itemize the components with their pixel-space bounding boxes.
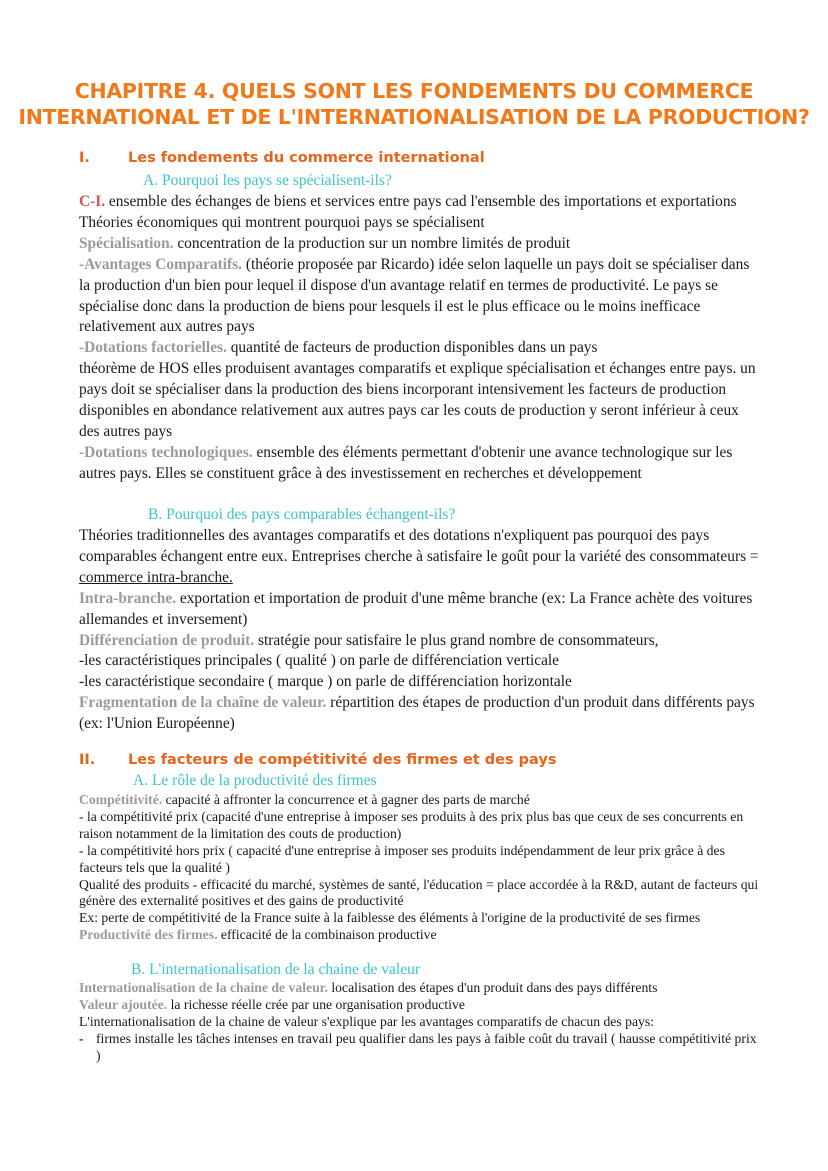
chapter-title — [0, 78, 828, 130]
paragraph-competitivite-hors-prix: - la compétitivité hors prix ( capacité d'une entreprise à imposer ses produits indépendamment de leur prix grâce à des facteurs tels que la qualité ) — [79, 842, 725, 875]
section-1a-body — [79, 192, 759, 485]
definition-valeur-ajoutee: la richesse réelle crée par une organisation productive — [167, 996, 465, 1012]
paragraph-fragmentation — [79, 693, 759, 735]
section-1-subheading-a: A. Pourquoi les pays se spécialisent-ils? — [143, 172, 392, 189]
term-dotations-technologiques: -Dotations technologiques. — [79, 443, 253, 461]
bullet-dash: - — [79, 1030, 84, 1046]
term-ci: C-I. — [79, 193, 106, 210]
term-avantages-comparatifs: -Avantages Comparatifs. — [79, 255, 243, 273]
section-1-heading — [79, 150, 485, 166]
paragraph-ci — [79, 192, 759, 213]
section-1-title: Les fondements du commerce international — [128, 150, 485, 166]
section-2-heading — [79, 752, 556, 768]
term-internationalisation: Internationalisation de la chaine de valeur. — [79, 980, 328, 995]
definition-dotations-factorielles: quantité de facteurs de production disponibles dans un pays — [226, 339, 598, 357]
section-1b-body — [79, 526, 759, 735]
chapter-title-line-1: CHAPITRE 4. QUELS SONT LES FONDEMENTS DU COMMERCE — [74, 79, 754, 103]
term-specialisation: Spécialisation. — [79, 234, 174, 252]
definition-ci: ensemble des échanges de biens et services entre pays cad l'ensemble des importations et exportations — [105, 193, 737, 210]
term-intra-branche: Intra-branche. — [79, 589, 177, 607]
paragraph-internationalisation — [79, 980, 759, 997]
paragraph-explication: L'internationalisation de la chaine de valeur s'explique par les avantages comparatifs de chacun des pays: — [79, 1013, 655, 1029]
paragraph-competitivite-prix: - la compétitivité prix (capacité d'une entreprise à imposer ses produits à des prix plus bas que ceux de ses concurrents en raison notamment de la limitation des couts de production) — [79, 808, 744, 841]
paragraph-intra-branche — [79, 589, 759, 631]
term-fragmentation: Fragmentation de la chaîne de valeur. — [79, 694, 327, 712]
paragraph-theories-traditionnelles — [79, 526, 759, 589]
section-2-subheading-b: B. L'internationalisation de la chaine de valeur — [131, 961, 421, 978]
paragraph-dotations-factorielles — [79, 338, 759, 359]
text-theories-traditionnelles: Théories traditionnelles des avantages comparatifs et des dotations n'expliquent pas pourquoi des pays comparables échangent entre eux. Entreprises cherche à satisfaire le goût pour la variété des consommateurs = — [79, 527, 759, 565]
definition-dotations-technologiques: ensemble des éléments permettant d'obtenir une avance technologique sur les autres pays. Elles se constituent grâce à des investissement en recherches et développement — [79, 443, 733, 482]
definition-intra-branche: exportation et importation de produit d'une même branche (ex: La France achète des voitures allemandes et inversement) — [79, 589, 753, 628]
paragraph-differenciation — [79, 631, 759, 652]
definition-specialisation: concentration de la production sur un nombre limités de produit — [173, 234, 571, 252]
section-2a-body — [79, 792, 759, 944]
definition-avantages-comparatifs: (théorie proposée par Ricardo) idée selon laquelle un pays doit se spécialiser dans la production d'un bien pour lequel il dispose d'un avantage relatif en termes de productivité. Le pays se spécialise donc dans la production de biens pour lesquels il est le plus efficace ou le moins inefficace relativement aux autres pays — [79, 255, 750, 336]
term-competitivite: Compétitivité. — [79, 792, 163, 807]
paragraph-qualite: Qualité des produits - efficacité du marché, systèmes de santé, l'éducation = place accordée à la R&D, autant de facteurs qui génère des externalité positives et des gains de productivité — [79, 876, 759, 909]
term-productivite: Productivité des firmes. — [79, 927, 218, 943]
section-1-number: I. — [79, 150, 90, 166]
term-dotations-factorielles: -Dotations factorielles. — [79, 339, 227, 357]
underlined-commerce-intra-branche: commerce intra-branche. — [79, 568, 233, 586]
definition-competitivite: capacité à affronter la concurrence et à gagner des parts de marché — [162, 792, 530, 807]
paragraph-specialisation — [79, 234, 759, 255]
section-2b-body — [79, 980, 759, 1065]
paragraph-theories: Théories économiques qui montrent pourquoi pays se spécialisent — [79, 213, 485, 231]
paragraph-productivite — [79, 927, 759, 944]
term-valeur-ajoutee: Valeur ajoutée. — [79, 996, 168, 1012]
paragraph-valeur-ajoutee — [79, 997, 759, 1014]
paragraph-competitivite — [79, 792, 759, 809]
definition-productivite: efficacité de la combinaison productive — [217, 927, 437, 943]
paragraph-hos: théorème de HOS elles produisent avantages comparatifs et explique spécialisation et échanges entre pays. un pays doit se spécialiser dans la production des biens incorporant intensivement les facteurs de production disponibles en abondance relativement aux autres pays car les couts de production y seront inférieur à ceux des autres pays — [79, 360, 756, 440]
line-differenciation-horizontale: -les caractéristique secondaire ( marque ) on parle de différenciation horizontale — [79, 673, 572, 691]
section-2-subheading-a: A. Le rôle de la productivité des firmes — [133, 772, 377, 789]
chapter-title-line-2: INTERNATIONAL ET DE L'INTERNATIONALISATION DE LA PRODUCTION? — [18, 105, 810, 129]
paragraph-avantages-comparatifs — [79, 255, 759, 339]
bullet-text: firmes installe les tâches intenses en travail peu qualifier dans les pays à faible coût du travail ( hausse compétitivité prix ) — [96, 1030, 757, 1063]
definition-differenciation: stratégie pour satisfaire le plus grand nombre de consommateurs, — [254, 631, 659, 649]
section-2-number: II. — [79, 752, 96, 768]
paragraph-dotations-technologiques — [79, 443, 759, 485]
section-2-title: Les facteurs de compétitivité des firmes et des pays — [128, 752, 557, 768]
line-differenciation-verticale: -les caractéristiques principales ( qualité ) on parle de différenciation verticale — [79, 652, 560, 670]
definition-fragmentation: répartition des étapes de production d'un produit dans différents pays (ex: l'Union Européenne) — [79, 694, 755, 733]
term-differenciation: Différenciation de produit. — [79, 631, 255, 649]
bullet-item — [79, 1031, 759, 1065]
paragraph-exemple: Ex: perte de compétitivité de la France suite à la faiblesse des éléments à l'origine de la productivité de ses firmes — [79, 910, 701, 926]
section-1-subheading-b: B. Pourquoi des pays comparables échangent-ils? — [148, 506, 456, 523]
definition-internationalisation: localisation des étapes d'un produit dans des pays différents — [327, 980, 658, 995]
